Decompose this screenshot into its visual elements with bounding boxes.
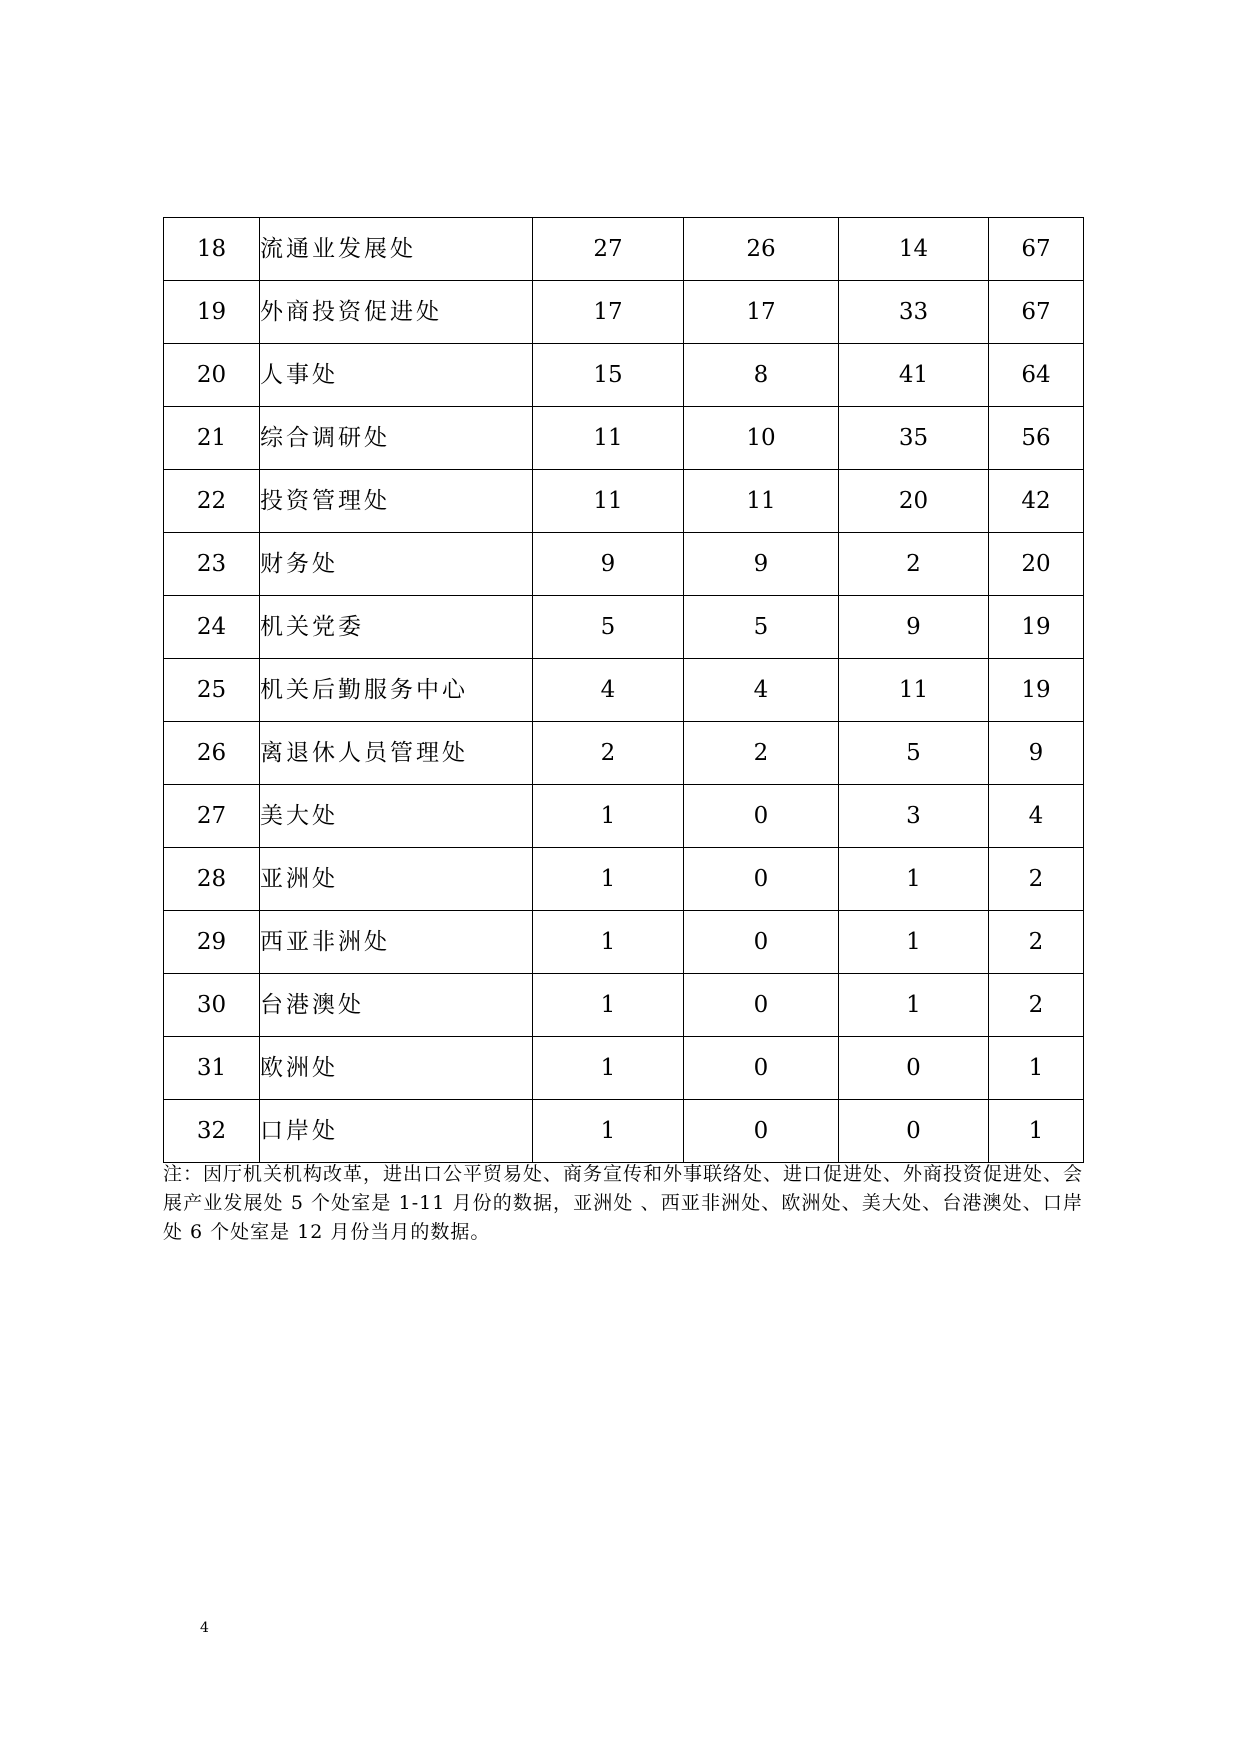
total-cell: 1 bbox=[989, 1100, 1084, 1163]
department-name-cell: 欧洲处 bbox=[260, 1037, 533, 1100]
total-cell: 42 bbox=[989, 470, 1084, 533]
table-row bbox=[164, 281, 1084, 344]
value-cell-b: 0 bbox=[684, 1100, 839, 1163]
total-cell: 67 bbox=[989, 281, 1084, 344]
total-cell: 64 bbox=[989, 344, 1084, 407]
table-row bbox=[164, 344, 1084, 407]
value-cell-a: 1 bbox=[533, 1037, 684, 1100]
total-cell: 19 bbox=[989, 596, 1084, 659]
page-number: 4 bbox=[200, 1620, 209, 1636]
value-cell-a: 1 bbox=[533, 785, 684, 848]
value-cell-c: 9 bbox=[839, 596, 989, 659]
value-cell-a: 15 bbox=[533, 344, 684, 407]
table-row bbox=[164, 1100, 1084, 1163]
row-index-cell: 21 bbox=[164, 407, 260, 470]
row-index-cell: 25 bbox=[164, 659, 260, 722]
table-footnote: 注：因厅机关机构改革，进出口公平贸易处、商务宣传和外事联络处、进口促进处、外商投资促进处、会展产业发展处 5 个处室是 1-11 月份的数据，亚洲处 、西亚非洲处、欧洲处、美大处、台港澳处、口岸处 6 个处室是 12 月份当月的数据。 bbox=[163, 1163, 1084, 1243]
row-index-cell: 24 bbox=[164, 596, 260, 659]
value-cell-c: 5 bbox=[839, 722, 989, 785]
total-cell: 20 bbox=[989, 533, 1084, 596]
value-cell-b: 0 bbox=[684, 911, 839, 974]
value-cell-a: 1 bbox=[533, 911, 684, 974]
total-cell: 9 bbox=[989, 722, 1084, 785]
value-cell-c: 2 bbox=[839, 533, 989, 596]
total-cell: 2 bbox=[989, 848, 1084, 911]
table-row bbox=[164, 407, 1084, 470]
value-cell-b: 17 bbox=[684, 281, 839, 344]
value-cell-c: 41 bbox=[839, 344, 989, 407]
value-cell-a: 11 bbox=[533, 407, 684, 470]
value-cell-b: 0 bbox=[684, 848, 839, 911]
department-name-cell: 机关后勤服务中心 bbox=[260, 659, 533, 722]
department-name-cell: 亚洲处 bbox=[260, 848, 533, 911]
value-cell-a: 27 bbox=[533, 218, 684, 281]
total-cell: 2 bbox=[989, 974, 1084, 1037]
value-cell-c: 3 bbox=[839, 785, 989, 848]
table-body bbox=[164, 218, 1084, 1163]
table-row bbox=[164, 596, 1084, 659]
department-name-cell: 美大处 bbox=[260, 785, 533, 848]
table-row bbox=[164, 218, 1084, 281]
value-cell-c: 35 bbox=[839, 407, 989, 470]
value-cell-b: 2 bbox=[684, 722, 839, 785]
value-cell-a: 2 bbox=[533, 722, 684, 785]
row-index-cell: 29 bbox=[164, 911, 260, 974]
value-cell-b: 4 bbox=[684, 659, 839, 722]
table-row bbox=[164, 659, 1084, 722]
department-name-cell: 财务处 bbox=[260, 533, 533, 596]
value-cell-c: 1 bbox=[839, 911, 989, 974]
row-index-cell: 26 bbox=[164, 722, 260, 785]
value-cell-b: 0 bbox=[684, 1037, 839, 1100]
value-cell-a: 11 bbox=[533, 470, 684, 533]
value-cell-b: 9 bbox=[684, 533, 839, 596]
value-cell-c: 1 bbox=[839, 848, 989, 911]
department-name-cell: 流通业发展处 bbox=[260, 218, 533, 281]
total-cell: 2 bbox=[989, 911, 1084, 974]
value-cell-b: 5 bbox=[684, 596, 839, 659]
value-cell-c: 20 bbox=[839, 470, 989, 533]
value-cell-a: 17 bbox=[533, 281, 684, 344]
value-cell-a: 1 bbox=[533, 1100, 684, 1163]
total-cell: 67 bbox=[989, 218, 1084, 281]
table-row bbox=[164, 470, 1084, 533]
total-cell: 19 bbox=[989, 659, 1084, 722]
value-cell-c: 0 bbox=[839, 1037, 989, 1100]
department-name-cell: 人事处 bbox=[260, 344, 533, 407]
value-cell-c: 0 bbox=[839, 1100, 989, 1163]
row-index-cell: 22 bbox=[164, 470, 260, 533]
value-cell-c: 14 bbox=[839, 218, 989, 281]
row-index-cell: 18 bbox=[164, 218, 260, 281]
total-cell: 4 bbox=[989, 785, 1084, 848]
department-name-cell: 西亚非洲处 bbox=[260, 911, 533, 974]
department-name-cell: 离退休人员管理处 bbox=[260, 722, 533, 785]
total-cell: 56 bbox=[989, 407, 1084, 470]
table-row bbox=[164, 911, 1084, 974]
value-cell-b: 0 bbox=[684, 974, 839, 1037]
table-row bbox=[164, 848, 1084, 911]
value-cell-b: 11 bbox=[684, 470, 839, 533]
value-cell-a: 4 bbox=[533, 659, 684, 722]
value-cell-b: 10 bbox=[684, 407, 839, 470]
row-index-cell: 23 bbox=[164, 533, 260, 596]
department-name-cell: 台港澳处 bbox=[260, 974, 533, 1037]
row-index-cell: 30 bbox=[164, 974, 260, 1037]
table-row bbox=[164, 722, 1084, 785]
value-cell-a: 1 bbox=[533, 974, 684, 1037]
department-name-cell: 投资管理处 bbox=[260, 470, 533, 533]
department-name-cell: 机关党委 bbox=[260, 596, 533, 659]
row-index-cell: 19 bbox=[164, 281, 260, 344]
table-row bbox=[164, 1037, 1084, 1100]
table-row bbox=[164, 533, 1084, 596]
row-index-cell: 27 bbox=[164, 785, 260, 848]
row-index-cell: 20 bbox=[164, 344, 260, 407]
row-index-cell: 28 bbox=[164, 848, 260, 911]
value-cell-b: 8 bbox=[684, 344, 839, 407]
table-row bbox=[164, 974, 1084, 1037]
value-cell-c: 1 bbox=[839, 974, 989, 1037]
value-cell-a: 9 bbox=[533, 533, 684, 596]
value-cell-b: 26 bbox=[684, 218, 839, 281]
row-index-cell: 32 bbox=[164, 1100, 260, 1163]
department-name-cell: 外商投资促进处 bbox=[260, 281, 533, 344]
value-cell-c: 33 bbox=[839, 281, 989, 344]
statistics-table bbox=[163, 217, 1084, 1163]
value-cell-a: 5 bbox=[533, 596, 684, 659]
value-cell-c: 11 bbox=[839, 659, 989, 722]
table-row bbox=[164, 785, 1084, 848]
value-cell-a: 1 bbox=[533, 848, 684, 911]
value-cell-b: 0 bbox=[684, 785, 839, 848]
row-index-cell: 31 bbox=[164, 1037, 260, 1100]
department-name-cell: 口岸处 bbox=[260, 1100, 533, 1163]
department-name-cell: 综合调研处 bbox=[260, 407, 533, 470]
total-cell: 1 bbox=[989, 1037, 1084, 1100]
